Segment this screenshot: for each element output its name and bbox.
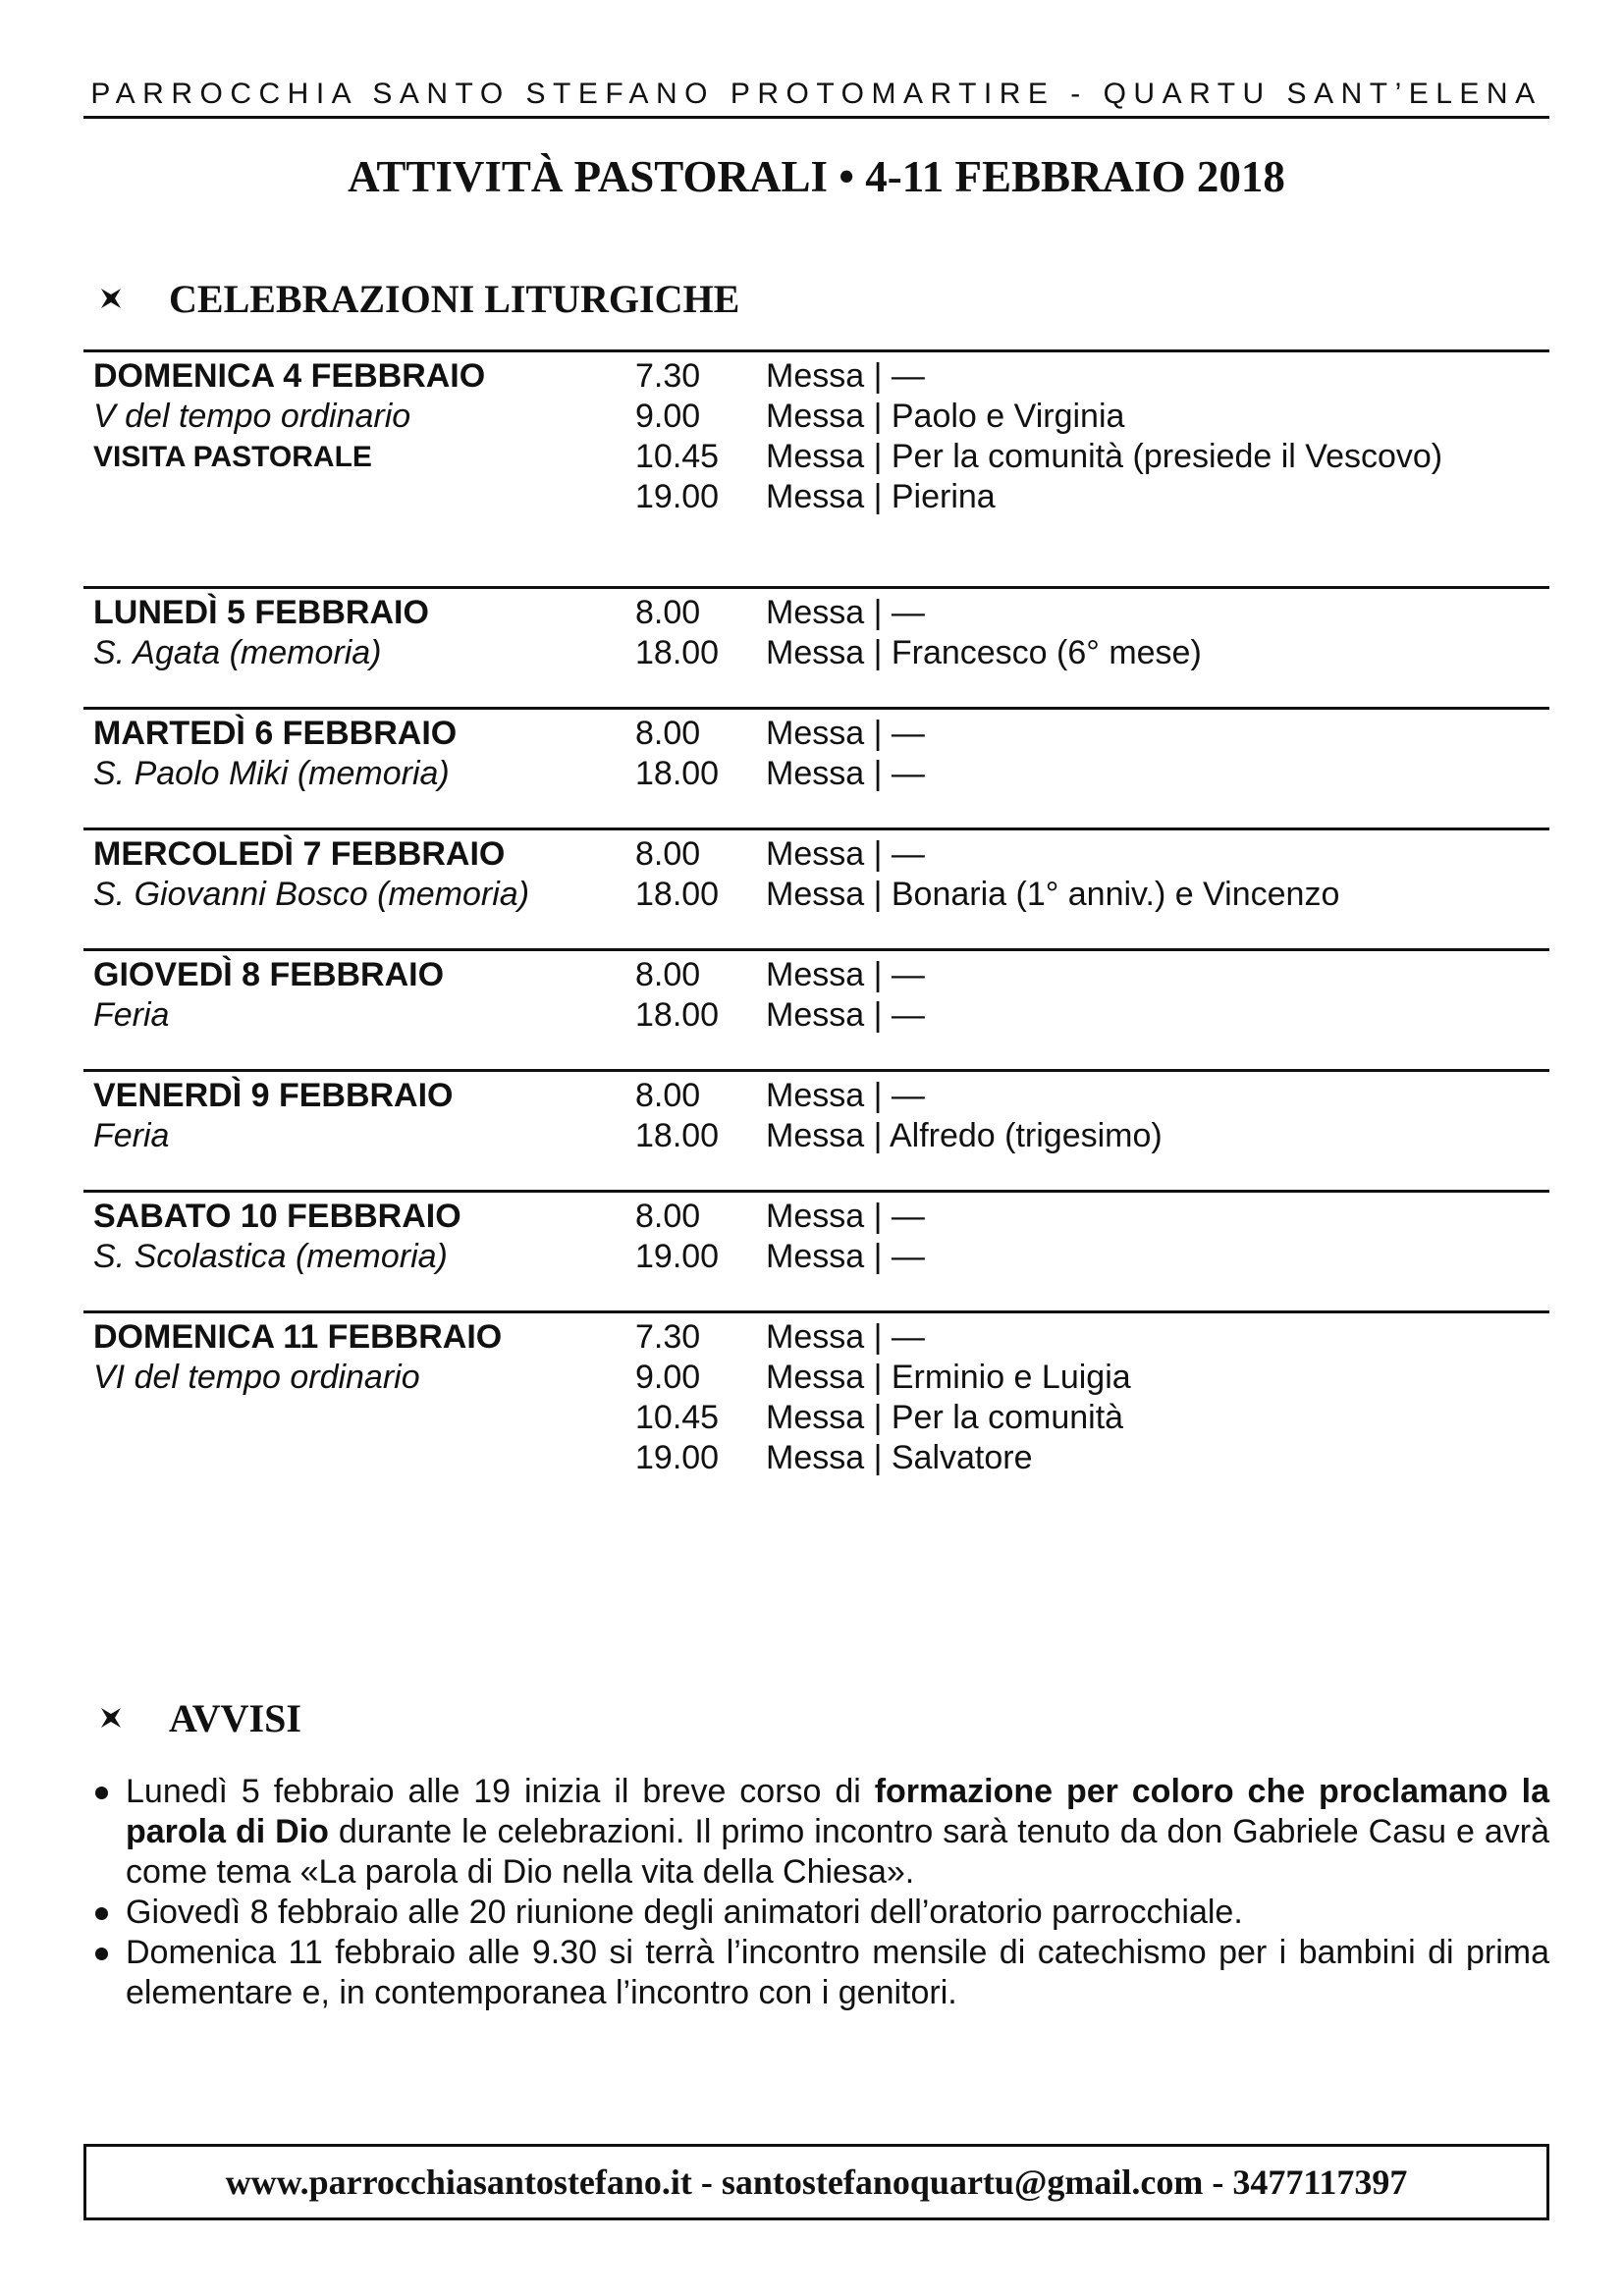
mass-list	[635, 714, 1549, 794]
section-title: CELEBRAZIONI LITURGICHE	[169, 276, 740, 321]
day-info	[93, 1076, 623, 1156]
schedule-day	[83, 828, 1549, 913]
mass-time: 7.30	[635, 1318, 701, 1356]
schedule-day	[83, 1190, 1549, 1275]
mass-time: 18.00	[635, 634, 720, 671]
mass-list	[635, 1197, 1549, 1277]
contact-footer	[83, 2144, 1549, 2220]
section-celebrations-heading	[98, 271, 739, 326]
ornament-icon	[98, 286, 169, 311]
mass-entry	[635, 1237, 1549, 1277]
mass-time: 18.00	[635, 755, 720, 792]
mass-time: 8.00	[635, 956, 701, 993]
day-name: MARTEDÌ 6 FEBBRAIO	[93, 715, 458, 752]
day-name: LUNEDÌ 5 FEBBRAIO	[93, 594, 429, 631]
schedule-day	[83, 1310, 1549, 1476]
mass-intention: Messa | Salvatore	[766, 1439, 1033, 1476]
day-liturgy: V del tempo ordinario	[93, 398, 411, 435]
mass-time: 10.45	[635, 438, 720, 475]
header-rule	[83, 116, 1549, 119]
schedule-day	[83, 707, 1549, 792]
day-info	[93, 834, 623, 915]
mass-entry	[635, 714, 1549, 754]
mass-intention: Messa | Bonaria (1° anniv.) e Vincenzo	[766, 876, 1340, 913]
mass-intention: Messa | —	[766, 1077, 925, 1114]
page-title: ATTIVITÀ PASTORALI • 4-11 FEBBRAIO 2018	[348, 152, 1285, 201]
day-liturgy: S. Scolastica (memoria)	[93, 1238, 448, 1275]
mass-list	[635, 356, 1549, 517]
bullet-icon	[95, 1907, 108, 1920]
mass-entry	[635, 1317, 1549, 1358]
mass-time: 8.00	[635, 1077, 701, 1114]
mass-entry	[635, 437, 1549, 477]
notice-item	[93, 1893, 1549, 1933]
mass-entry	[635, 356, 1549, 397]
mass-intention: Messa | Erminio e Luigia	[766, 1359, 1131, 1396]
day-name: MERCOLEDÌ 7 FEBBRAIO	[93, 835, 506, 873]
mass-entry	[635, 955, 1549, 995]
mass-entry	[635, 1197, 1549, 1237]
notices-list	[93, 1772, 1549, 2013]
day-info	[93, 955, 623, 1036]
mass-time: 19.00	[635, 1238, 720, 1275]
mass-intention: Messa | —	[766, 996, 925, 1034]
mass-entry	[635, 1358, 1549, 1398]
mass-intention: Messa | —	[766, 1318, 925, 1356]
schedule-day	[83, 948, 1549, 1034]
mass-entry	[635, 633, 1549, 673]
mass-time: 8.00	[635, 835, 701, 873]
day-note: VISITA PASTORALE	[93, 441, 372, 473]
notice-item	[93, 1772, 1549, 1893]
mass-entry	[635, 1438, 1549, 1478]
notice-text: Lunedì 5 febbraio alle 19 inizia il breve corso di	[126, 1773, 875, 1810]
section-notices-heading	[98, 1690, 301, 1745]
mass-time: 18.00	[635, 996, 720, 1034]
schedule-day	[83, 349, 1549, 515]
mass-time: 10.45	[635, 1399, 720, 1436]
day-liturgy: VI del tempo ordinario	[93, 1359, 420, 1396]
section-title: AVVISI	[169, 1695, 301, 1740]
mass-intention: Messa | —	[766, 594, 925, 631]
day-info	[93, 1197, 623, 1277]
mass-entry	[635, 1076, 1549, 1116]
notice-item	[93, 1933, 1549, 2013]
day-info	[93, 1317, 623, 1398]
schedule-day	[83, 586, 1549, 671]
mass-intention: Messa | —	[766, 956, 925, 993]
mass-list	[635, 1317, 1549, 1478]
mass-time: 7.30	[635, 357, 701, 395]
day-liturgy: Feria	[93, 996, 170, 1034]
schedule-day	[83, 1069, 1549, 1154]
parish-name: PARROCCHIA SANTO STEFANO PROTOMARTIRE - QUARTU SANT’ELENA	[90, 78, 1543, 110]
mass-entry	[635, 834, 1549, 875]
notice-text: Giovedì 8 febbraio alle 20 riunione degli animatori dell’oratorio parrocchiale.	[126, 1894, 1243, 1931]
mass-entry	[635, 1398, 1549, 1438]
mass-time: 8.00	[635, 594, 701, 631]
mass-entry	[635, 1116, 1549, 1156]
mass-intention: Messa | —	[766, 715, 925, 752]
mass-entry	[635, 397, 1549, 437]
mass-time: 18.00	[635, 876, 720, 913]
day-liturgy: S. Giovanni Bosco (memoria)	[93, 876, 530, 913]
mass-intention: Messa | —	[766, 835, 925, 873]
mass-time: 9.00	[635, 398, 701, 435]
mass-intention: Messa | —	[766, 755, 925, 792]
day-info	[93, 714, 623, 794]
day-name: GIOVEDÌ 8 FEBBRAIO	[93, 956, 445, 993]
mass-list	[635, 1076, 1549, 1156]
day-liturgy: S. Agata (memoria)	[93, 634, 382, 671]
ornament-icon	[98, 1705, 169, 1731]
day-name: SABATO 10 FEBBRAIO	[93, 1198, 461, 1235]
mass-time: 19.00	[635, 478, 720, 515]
day-name: VENERDÌ 9 FEBBRAIO	[93, 1077, 454, 1114]
mass-entry	[635, 754, 1549, 794]
mass-list	[635, 955, 1549, 1036]
mass-intention: Messa | Paolo e Virginia	[766, 398, 1125, 435]
mass-intention: Messa | Per la comunità	[766, 1399, 1124, 1436]
mass-list	[635, 593, 1549, 673]
mass-time: 8.00	[635, 1198, 701, 1235]
mass-entry	[635, 995, 1549, 1036]
day-info	[93, 593, 623, 673]
mass-entry	[635, 593, 1549, 633]
mass-time: 8.00	[635, 715, 701, 752]
mass-intention: Messa | —	[766, 1238, 925, 1275]
day-liturgy: S. Paolo Miki (memoria)	[93, 755, 450, 792]
mass-entry	[635, 477, 1549, 517]
day-info	[93, 356, 623, 477]
mass-time: 18.00	[635, 1117, 720, 1154]
mass-time: 19.00	[635, 1439, 720, 1476]
mass-time: 9.00	[635, 1359, 701, 1396]
mass-intention: Messa | Per la comunità (presiede il Vescovo)	[766, 438, 1443, 475]
day-name: DOMENICA 11 FEBBRAIO	[93, 1318, 503, 1356]
contact-text: www.parrocchiasantostefano.it - santostefanoquartu@gmail.com - 3477117397	[225, 2163, 1408, 2202]
mass-intention: Messa | —	[766, 357, 925, 395]
mass-list	[635, 834, 1549, 915]
mass-entry	[635, 875, 1549, 915]
mass-intention: Messa | Pierina	[766, 478, 996, 515]
mass-intention: Messa | Alfredo (trigesimo)	[766, 1117, 1163, 1154]
notice-text: Domenica 11 febbraio alle 9.30 si terrà l’incontro mensile di catechismo per i bambini di prima elementare e, in contemporanea l’incontro con i genitori.	[126, 1934, 1549, 2011]
bullet-icon	[95, 1948, 108, 1960]
notice-text: durante le celebrazioni. Il primo incontro sarà tenuto da don Gabriele Casu e avrà come tema «La parola di Dio nella vita della Chiesa».	[126, 1813, 1549, 1891]
mass-intention: Messa | Francesco (6° mese)	[766, 634, 1202, 671]
bullet-icon	[95, 1787, 108, 1799]
mass-intention: Messa | —	[766, 1198, 925, 1235]
day-name: DOMENICA 4 FEBBRAIO	[93, 357, 486, 395]
day-liturgy: Feria	[93, 1117, 170, 1154]
notice-emphasis: formazione per coloro che proclamano la parola di Dio	[126, 1773, 1550, 1850]
